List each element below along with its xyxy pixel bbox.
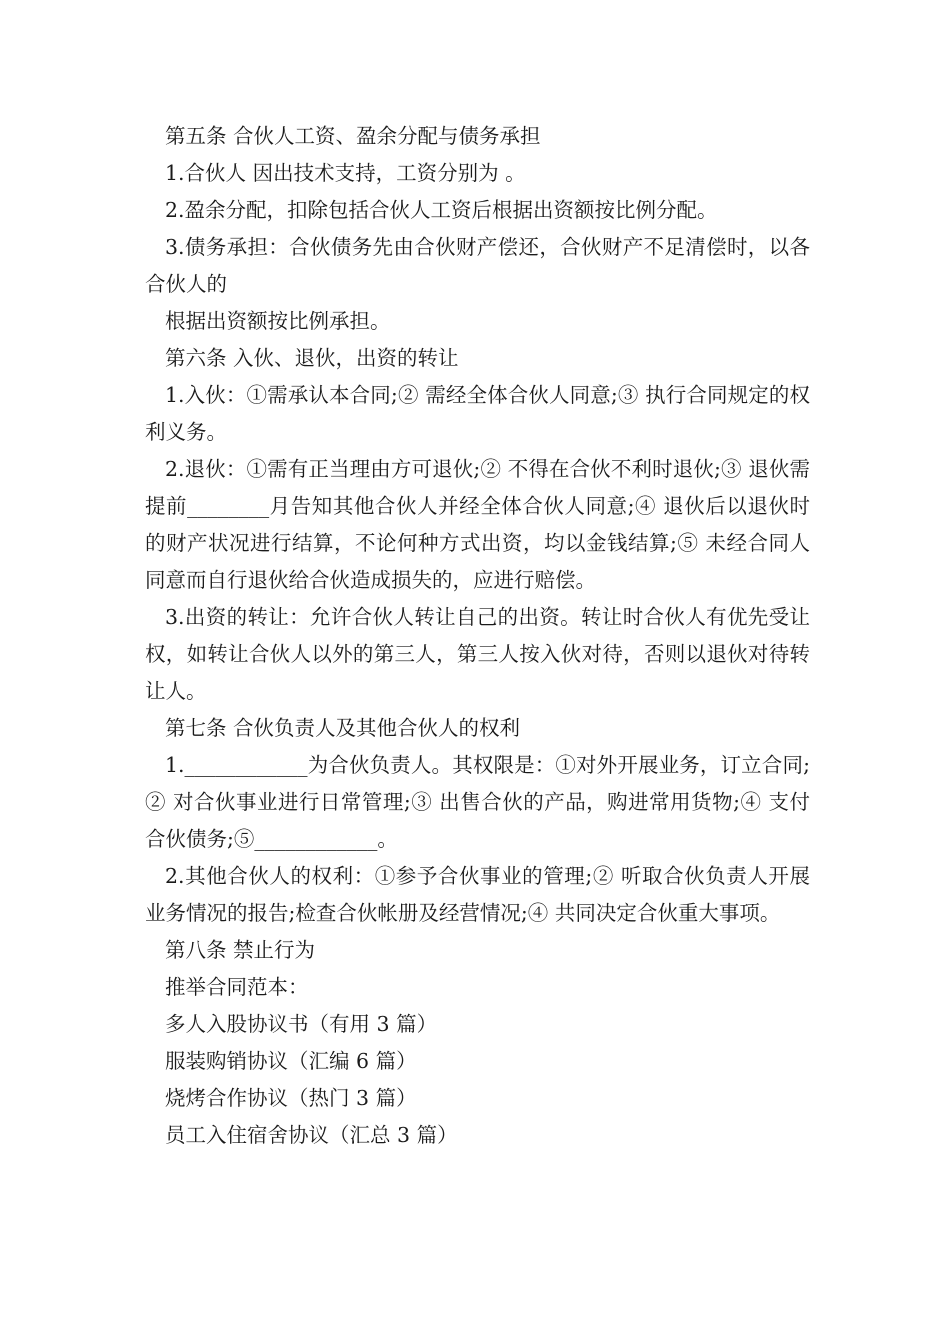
article-6-heading: 第六条 入伙、退伙，出资的转让 <box>165 346 459 370</box>
article-5-clause-1: 1.合伙人 因出技术支持，工资分别为 。 <box>165 161 526 185</box>
article-7-clause-1: 1.____________为合伙负责人。其权限是：①对外开展业务，订立合同;② 对合伙事业进行日常管理;③ 出售合伙的产品，购进常用货物;④ 支付合伙债务;⑤____________。 <box>145 753 810 851</box>
article-5-clause-2: 2.盈余分配，扣除包括合伙人工资后根据出资额按比例分配。 <box>165 198 718 222</box>
article-8-heading: 第八条 禁止行为 <box>165 938 316 962</box>
recommended-template-item[interactable]: 多人入股协议书（有用 3 篇） <box>165 1012 438 1036</box>
article-5-heading: 第五条 合伙人工资、盈余分配与债务承担 <box>165 124 541 148</box>
article-6-clause-3: 3.出资的转让：允许合伙人转让自己的出资。转让时合伙人有优先受让权，如转让合伙人以外的第三人，第三人按入伙对待，否则以退伙对待转让人。 <box>145 605 810 703</box>
article-7-clause-2: 2.其他合伙人的权利：①参予合伙事业的管理;② 听取合伙负责人开展业务情况的报告;检查合伙帐册及经营情况;④ 共同决定合伙重大事项。 <box>145 864 810 925</box>
recommended-template-item[interactable]: 服装购销协议（汇编 6 篇） <box>165 1049 417 1073</box>
recommended-template-item[interactable]: 员工入住宿舍协议（汇总 3 篇） <box>165 1123 458 1147</box>
recommended-templates-heading: 推举合同范本： <box>165 975 309 999</box>
article-7-heading: 第七条 合伙负责人及其他合伙人的权利 <box>165 716 521 740</box>
article-5-clause-3: 3.债务承担：合伙债务先由合伙财产偿还，合伙财产不足清偿时，以各合伙人的 <box>145 235 810 296</box>
article-5-clause-3-continued: 根据出资额按比例承担。 <box>165 309 391 333</box>
recommended-template-item[interactable]: 烧烤合作协议（热门 3 篇） <box>165 1086 417 1110</box>
article-6-clause-2: 2.退伙：①需有正当理由方可退伙;② 不得在合伙不利时退伙;③ 退伙需提前________月告知其他合伙人并经全体合伙人同意;④ 退伙后以退伙时的财产状况进行结算，不论何种方式出资，均以金钱结算;⑤ 未经合同人同意而自行退伙给合伙造成损失的，应进行赔偿。 <box>145 457 810 592</box>
article-6-clause-1: 1.入伙：①需承认本合同;② 需经全体合伙人同意;③ 执行合同规定的权利义务。 <box>145 383 810 444</box>
document-page <box>145 118 810 1154</box>
